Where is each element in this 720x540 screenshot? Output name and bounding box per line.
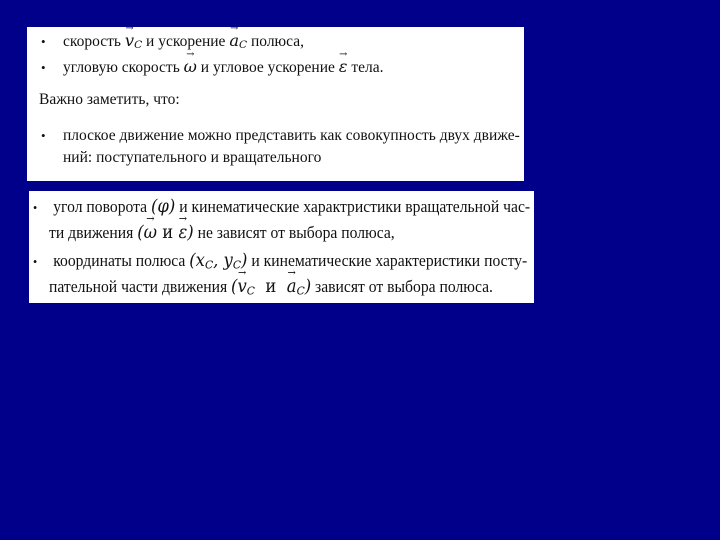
text-translational-characteristics: и кинематические характеристики посту- bbox=[251, 251, 528, 270]
line-rotation-2 bbox=[49, 222, 395, 243]
text-and: и bbox=[162, 222, 174, 243]
paren-close: ) bbox=[187, 222, 194, 243]
coord-x: x bbox=[195, 250, 205, 271]
bullet-icon: • bbox=[41, 60, 46, 76]
bullet-icon: • bbox=[41, 128, 46, 144]
subscript-c: C bbox=[246, 283, 255, 298]
text-rotation-characteristics: и кинематические характристики вращательной час- bbox=[179, 197, 531, 216]
subscript-c: C bbox=[204, 257, 214, 272]
subscript-c: C bbox=[296, 283, 305, 298]
text-not-depend: не зависят от выбора полюса, bbox=[197, 223, 395, 242]
text-motion-part: ти движения bbox=[49, 223, 134, 242]
vector-v: → v bbox=[237, 276, 246, 297]
vector-epsilon: → ε bbox=[178, 222, 187, 243]
text-plane-motion-1: плоское движение можно представить как совокупность двух движе- bbox=[63, 127, 520, 144]
text-rotation-angle: угол поворота bbox=[53, 197, 148, 216]
omega-eps-group bbox=[137, 222, 193, 243]
vector-epsilon: → ε bbox=[339, 57, 348, 76]
bullet-line-angular bbox=[41, 57, 384, 77]
bullet-icon: • bbox=[41, 34, 46, 50]
bullet-line-rotation bbox=[33, 196, 530, 217]
bullet-line-velocity bbox=[41, 31, 304, 51]
text-panel-bottom bbox=[29, 191, 534, 303]
vector-omega: → ω bbox=[144, 222, 157, 243]
text-body: тела. bbox=[351, 59, 384, 76]
vector-a: → a bbox=[229, 31, 239, 50]
bullet-line-plane-motion bbox=[41, 127, 520, 145]
bullet-line-coordinates bbox=[33, 250, 527, 271]
text-and: и bbox=[265, 276, 277, 297]
vector-a: → a bbox=[287, 276, 297, 297]
text-depend: зависят от выбора полюса. bbox=[315, 277, 493, 296]
subscript-c: C bbox=[239, 39, 248, 52]
text-velocity: скорость bbox=[63, 33, 121, 50]
text-and-acceleration: и ускорение bbox=[146, 33, 226, 50]
vector-v: → v bbox=[125, 31, 134, 50]
note-heading: Важно заметить, что: bbox=[39, 91, 180, 108]
bullet-icon: • bbox=[33, 200, 38, 216]
paren-open: ( bbox=[137, 222, 144, 243]
subscript-c: C bbox=[232, 257, 242, 272]
bullet-icon: • bbox=[33, 254, 38, 270]
text-angular-acceleration: и угловое ускорение bbox=[200, 59, 335, 76]
vector-omega: → ω bbox=[184, 57, 197, 76]
line-coordinates-2 bbox=[49, 276, 493, 297]
text-plane-motion-2: ний: поступательного и вращательного bbox=[63, 149, 322, 166]
coord-y: y bbox=[223, 250, 233, 271]
text-angular-velocity: угловую скорость bbox=[63, 59, 180, 76]
coords-symbol: ($x_C$, $y_C$) bbox=[189, 250, 248, 272]
velocity-symbol bbox=[125, 31, 142, 50]
text-panel-top bbox=[27, 27, 524, 181]
text-translational-part: пательной части движения bbox=[49, 277, 228, 296]
subscript-c: C bbox=[134, 39, 143, 52]
text-pole-coordinates: координаты полюса bbox=[53, 251, 186, 270]
text-pole: полюса, bbox=[250, 33, 304, 50]
acceleration-symbol bbox=[229, 31, 247, 50]
phi-symbol: (φ) bbox=[151, 196, 176, 217]
v-a-group: (→ $v_C$ $и \to a_C$) bbox=[231, 276, 311, 297]
